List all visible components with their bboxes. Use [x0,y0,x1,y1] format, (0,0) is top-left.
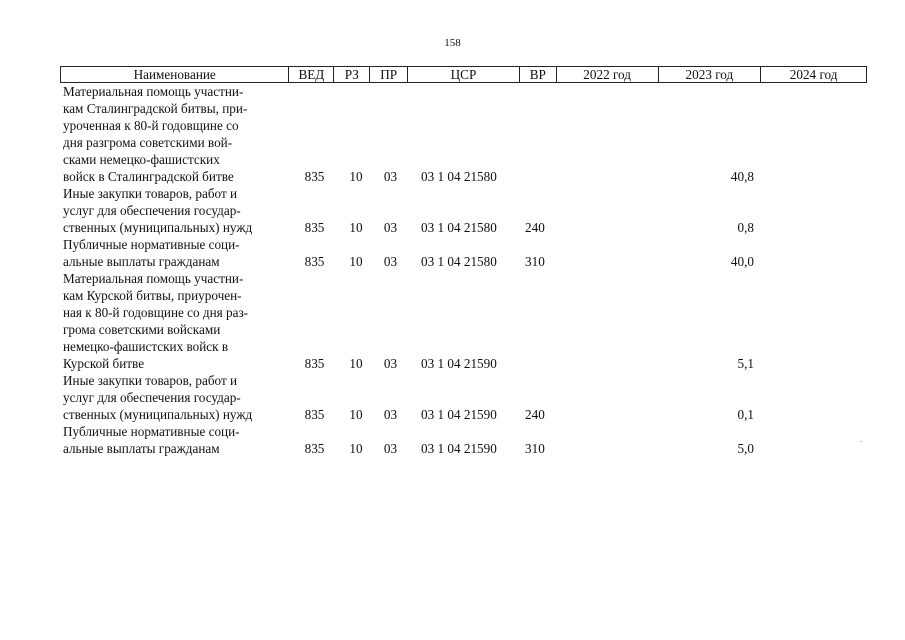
cell-ved: 835 [304,407,325,422]
cell-ved: 835 [304,441,325,456]
cell-2023: 40,8 [730,169,754,184]
cell-rz: 10 [349,441,363,456]
header-pr: ПР [370,67,408,82]
cell-2023: 0,8 [737,220,754,235]
scan-mark [860,441,862,442]
cell-rz: 10 [349,254,363,269]
cell-2023: 40,0 [730,254,754,269]
cell-name [60,372,289,423]
cell-2023: 0,1 [737,407,754,422]
cell-name [60,423,289,457]
cell-name [60,83,289,185]
name-line: альные выплаты гражданам [63,254,220,269]
table-row [60,372,867,423]
cell-pr: 03 [383,220,398,235]
cell-vr: 310 [525,441,545,456]
name-line: уроченная к 80-й годовщине со [63,118,239,133]
name-line: ная к 80-й годовщине со дня раз- [63,305,249,320]
name-line: ственных (муниципальных) нужд [63,407,253,422]
cell-ved: 835 [304,254,325,269]
cell-pr: 03 [383,356,398,371]
name-line: кам Сталинградской битвы, при- [63,101,248,116]
name-line: дня разгрома советскими вой- [63,135,233,150]
table-row [60,236,867,270]
name-line: немецко-фашистских войск в [63,339,229,354]
cell-name [60,185,289,236]
name-line: Публичные нормативные соци- [63,237,240,252]
cell-pr: 03 [383,254,398,269]
cell-ved: 835 [304,220,325,235]
name-line: услуг для обеспечения государ- [63,203,241,218]
cell-rz: 10 [349,407,363,422]
header-2022: 2022 год [557,67,659,82]
cell-name [60,236,289,270]
cell-pr: 03 [383,407,398,422]
cell-name [60,270,289,372]
name-line: сками немецко-фашистских [63,152,220,167]
cell-vr: 240 [525,220,545,235]
cell-vr: 310 [525,254,545,269]
cell-csr: 03 1 04 21580 [421,220,497,235]
cell-csr: 03 1 04 21590 [421,407,497,422]
header-rz: РЗ [334,67,370,82]
name-line: Иные закупки товаров, работ и [63,186,238,201]
name-line: кам Курской битвы, приурочен- [63,288,242,303]
cell-vr: 240 [525,407,545,422]
table-row [60,270,867,372]
header-csr: ЦСР [408,67,520,82]
header-name: Наименование [61,67,289,82]
name-line: Материальная помощь участни- [63,271,244,286]
name-line: Публичные нормативные соци- [63,424,240,439]
name-line: альные выплаты гражданам [63,441,220,456]
cell-rz: 10 [349,220,363,235]
name-line: Иные закупки товаров, работ и [63,373,238,388]
cell-csr: 03 1 04 21580 [421,254,497,269]
cell-rz: 10 [349,169,363,184]
table-row [60,83,867,185]
cell-2023: 5,1 [737,356,754,371]
table-row [60,185,867,236]
cell-pr: 03 [383,441,398,456]
table-row [60,423,867,457]
table-header [60,66,867,83]
name-line: услуг для обеспечения государ- [63,390,241,405]
cell-csr: 03 1 04 21590 [421,441,497,456]
cell-2023: 5,0 [737,441,754,456]
cell-csr: 03 1 04 21590 [421,356,497,371]
page-number: 158 [444,37,461,49]
table-body [60,83,867,457]
name-line: ственных (муниципальных) нужд [63,220,253,235]
header-2023: 2023 год [659,67,762,82]
cell-rz: 10 [349,356,363,371]
cell-ved: 835 [304,169,325,184]
cell-csr: 03 1 04 21580 [421,169,497,184]
cell-ved: 835 [304,356,325,371]
budget-table [60,66,867,457]
name-line: войск в Сталинградской битве [63,169,234,184]
header-ved: ВЕД [289,67,334,82]
name-line: Курской битве [63,356,145,371]
cell-pr: 03 [383,169,398,184]
name-line: Материальная помощь участни- [63,84,244,99]
name-line: грома советскими войсками [63,322,221,337]
header-2024: 2024 год [789,67,838,82]
header-vr: ВР [520,67,557,82]
